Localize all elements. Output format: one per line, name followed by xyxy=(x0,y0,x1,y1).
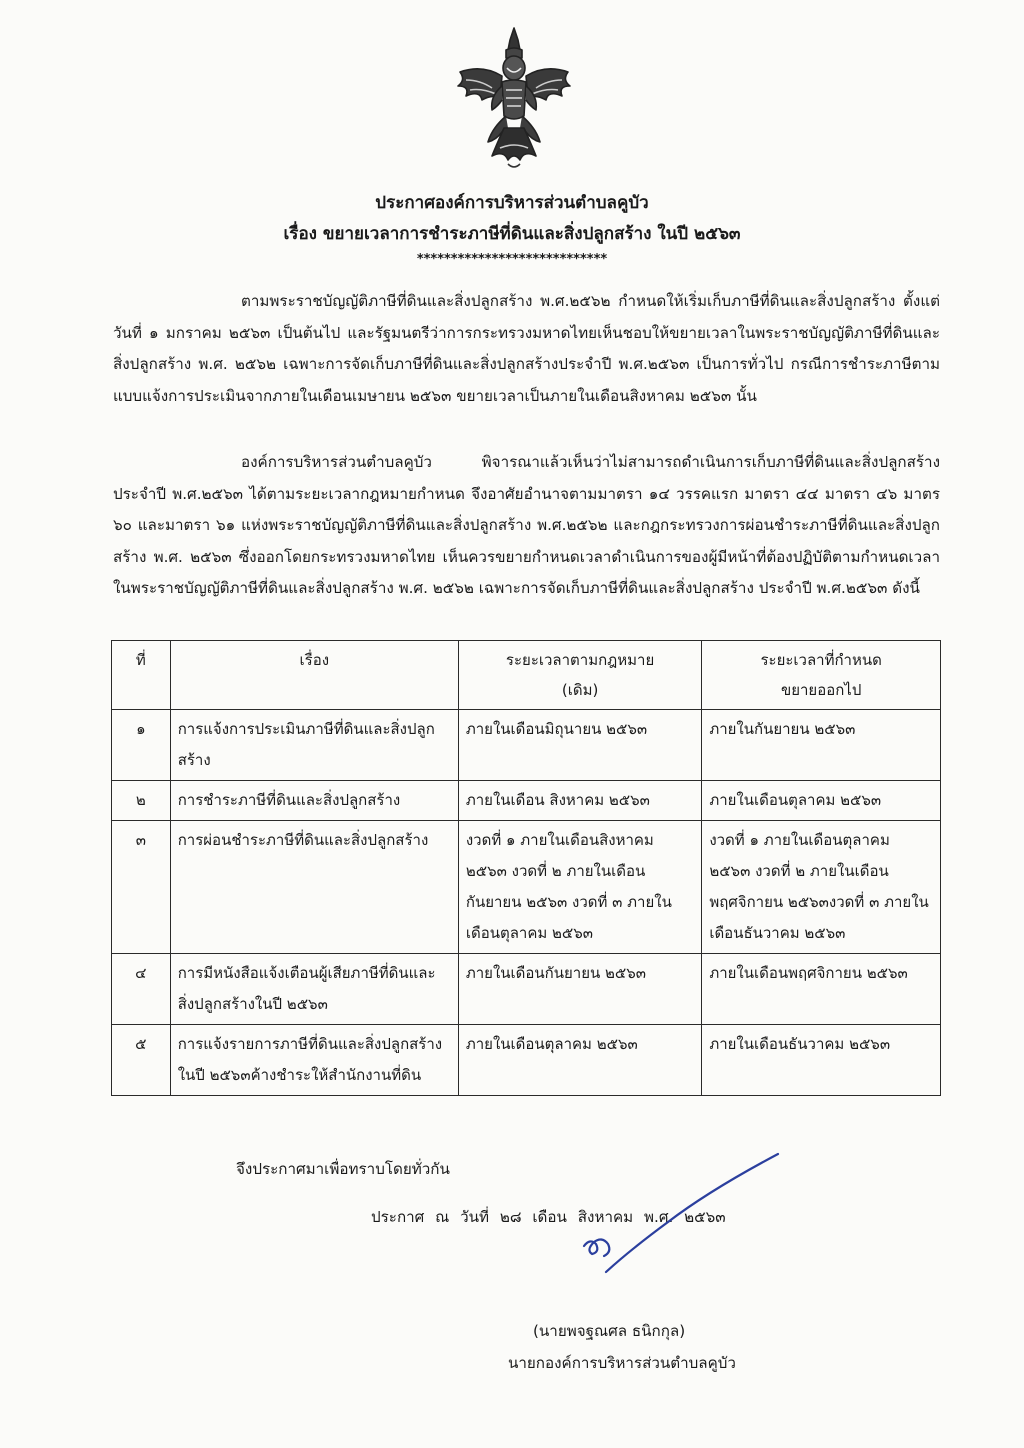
row-subject: การชำระภาษีที่ดินและสิ่งปลูกสร้าง xyxy=(170,781,458,821)
header-subject: เรื่อง xyxy=(170,641,458,710)
row-new-period: ภายในเดือนตุลาคม ๒๕๖๓ xyxy=(702,781,941,821)
header-no: ที่ xyxy=(112,641,171,710)
row-no: ๒ xyxy=(112,781,171,821)
row-old-period: ภายในเดือนมิถุนายน ๒๕๖๓ xyxy=(458,710,701,781)
paragraph-1 xyxy=(113,286,940,412)
row-new-period: ภายในเดือนธันวาคม ๒๕๖๓ xyxy=(702,1025,941,1096)
row-subject: การแจ้งรายการภาษีที่ดินและสิ่งปลูกสร้างในปี ๒๕๖๓ค้างชำระให้สำนักงานที่ดิน xyxy=(170,1025,458,1096)
row-no: ๕ xyxy=(112,1025,171,1096)
row-new-period: งวดที่ ๑ ภายในเดือนตุลาคม ๒๕๖๓ งวดที่ ๒ ภายในเดือน พฤศจิกายน ๒๕๖๓งวดที่ ๓ ภายในเดือนธันวาคม ๒๕๖๓ xyxy=(702,821,941,954)
row-new-period: ภายในกันยายน ๒๕๖๓ xyxy=(702,710,941,781)
row-old-period: ภายในเดือนกันยายน ๒๕๖๓ xyxy=(458,954,701,1025)
announcement-date: ประกาศ ณ วันที่ ๒๘ เดือน สิงหาคม พ.ศ. ๒๕๖๓ xyxy=(371,1208,726,1226)
table-row xyxy=(112,821,941,954)
title-separator: **************************** xyxy=(416,252,608,267)
table-row xyxy=(112,954,941,1025)
row-new-period: ภายในเดือนพฤศจิกายน ๒๕๖๓ xyxy=(702,954,941,1025)
table-row xyxy=(112,1025,941,1096)
table-row xyxy=(112,781,941,821)
closing-statement: จึงประกาศมาเพื่อทราบโดยทั่วกัน xyxy=(236,1160,450,1178)
paragraph-2 xyxy=(113,447,940,605)
paragraph-1-text: ตามพระราชบัญญัติภาษีที่ดินและสิ่งปลูกสร้าง พ.ศ.๒๕๖๒ กำหนดให้เริ่มเก็บภาษีที่ดินและสิ่งปลูกสร้าง ตั้งแต่วันที่ ๑ มกราคม ๒๕๖๓ เป็นต้นไป และรัฐมนตรีว่าการกระทรวงมหาดไทยเห็นชอบให้ขยายเวลาในพระราชบัญญัติภาษีที่ดินและสิ่งปลูกสร้าง พ.ศ. ๒๕๖๒ เฉพาะการจัดเก็บภาษีที่ดินและสิ่งปลูกสร้างประจำปี พ.ศ.๒๕๖๓ เป็นการทั่วไป กรณีการชำระภาษีตามแบบแจ้งการประเมินจากภายในเดือนเมษายน ๒๕๖๓ ขยายเวลาเป็นภายในเดือนสิงหาคม ๒๕๖๓ นั้น xyxy=(113,292,940,405)
row-no: ๓ xyxy=(112,821,171,954)
row-subject: การแจ้งการประเมินภาษีที่ดินและสิ่งปลูกสร้าง xyxy=(170,710,458,781)
row-old-period: ภายในเดือนตุลาคม ๒๕๖๓ xyxy=(458,1025,701,1096)
row-old-period: งวดที่ ๑ ภายในเดือนสิงหาคม ๒๕๖๓ งวดที่ ๒ ภายในเดือนกันยายน ๒๕๖๓ งวดที่ ๓ ภายในเดือนตุลาคม ๒๕๖๓ xyxy=(458,821,701,954)
table-header-row xyxy=(112,641,941,710)
table-row xyxy=(112,710,941,781)
garuda-emblem-icon xyxy=(452,24,576,172)
row-no: ๔ xyxy=(112,954,171,1025)
announcement-subject: เรื่อง ขยายเวลาการชำระภาษีที่ดินและสิ่งปลูกสร้าง ในปี ๒๕๖๓ xyxy=(283,224,741,244)
announcement-title: ประกาศองค์การบริหารส่วนตำบลคูบัว xyxy=(375,193,649,213)
header-new-period: ระยะเวลาที่กำหนด ขยายออกไป xyxy=(702,641,941,710)
signatory-name: (นายพจฐณศล ธนิกกุล) xyxy=(533,1322,686,1340)
row-subject: การผ่อนชำระภาษีที่ดินและสิ่งปลูกสร้าง xyxy=(170,821,458,954)
row-no: ๑ xyxy=(112,710,171,781)
signatory-position: นายกองค์การบริหารส่วนตำบลคูบัว xyxy=(508,1354,736,1372)
header-old-period: ระยะเวลาตามกฎหมาย (เดิม) xyxy=(458,641,701,710)
extension-table xyxy=(111,640,941,1096)
row-old-period: ภายในเดือน สิงหาคม ๒๕๖๓ xyxy=(458,781,701,821)
row-subject: การมีหนังสือแจ้งเตือนผู้เสียภาษีที่ดินและสิ่งปลูกสร้างในปี ๒๕๖๓ xyxy=(170,954,458,1025)
paragraph-2-text: องค์การบริหารส่วนตำบลคูบัว พิจารณาแล้วเห็นว่าไม่สามารถดำเนินการเก็บภาษีที่ดินและสิ่งปลูกสร้าง ประจำปี พ.ศ.๒๕๖๓ ได้ตามระยะเวลากฎหมายกำหนด จึงอาศัยอำนาจตามมาตรา ๑๔ วรรคแรก มาตรา ๔๔ มาตรา ๔๖ มาตร ๖๐ และมาตรา ๖๑ แห่งพระราชบัญญัติภาษีที่ดินและสิ่งปลูกสร้าง พ.ศ.๒๕๖๒ และกฎกระทรวงการผ่อนชำระภาษีที่ดินและสิ่งปลูกสร้าง พ.ศ. ๒๕๖๓ ซึ่งออกโดยกระทรวงมหาดไทย เห็นควรขยายกำหนดเวลาดำเนินการของผู้มีหน้าที่ต้องปฏิบัติตามกำหนดเวลาในพระราชบัญญัติภาษีที่ดินและสิ่งปลูกสร้าง พ.ศ. ๒๕๖๒ เฉพาะการจัดเก็บภาษีที่ดินและสิ่งปลูกสร้าง ประจำปี พ.ศ.๒๕๖๓ ดังนี้ xyxy=(113,453,940,597)
signature-icon xyxy=(560,1150,800,1290)
